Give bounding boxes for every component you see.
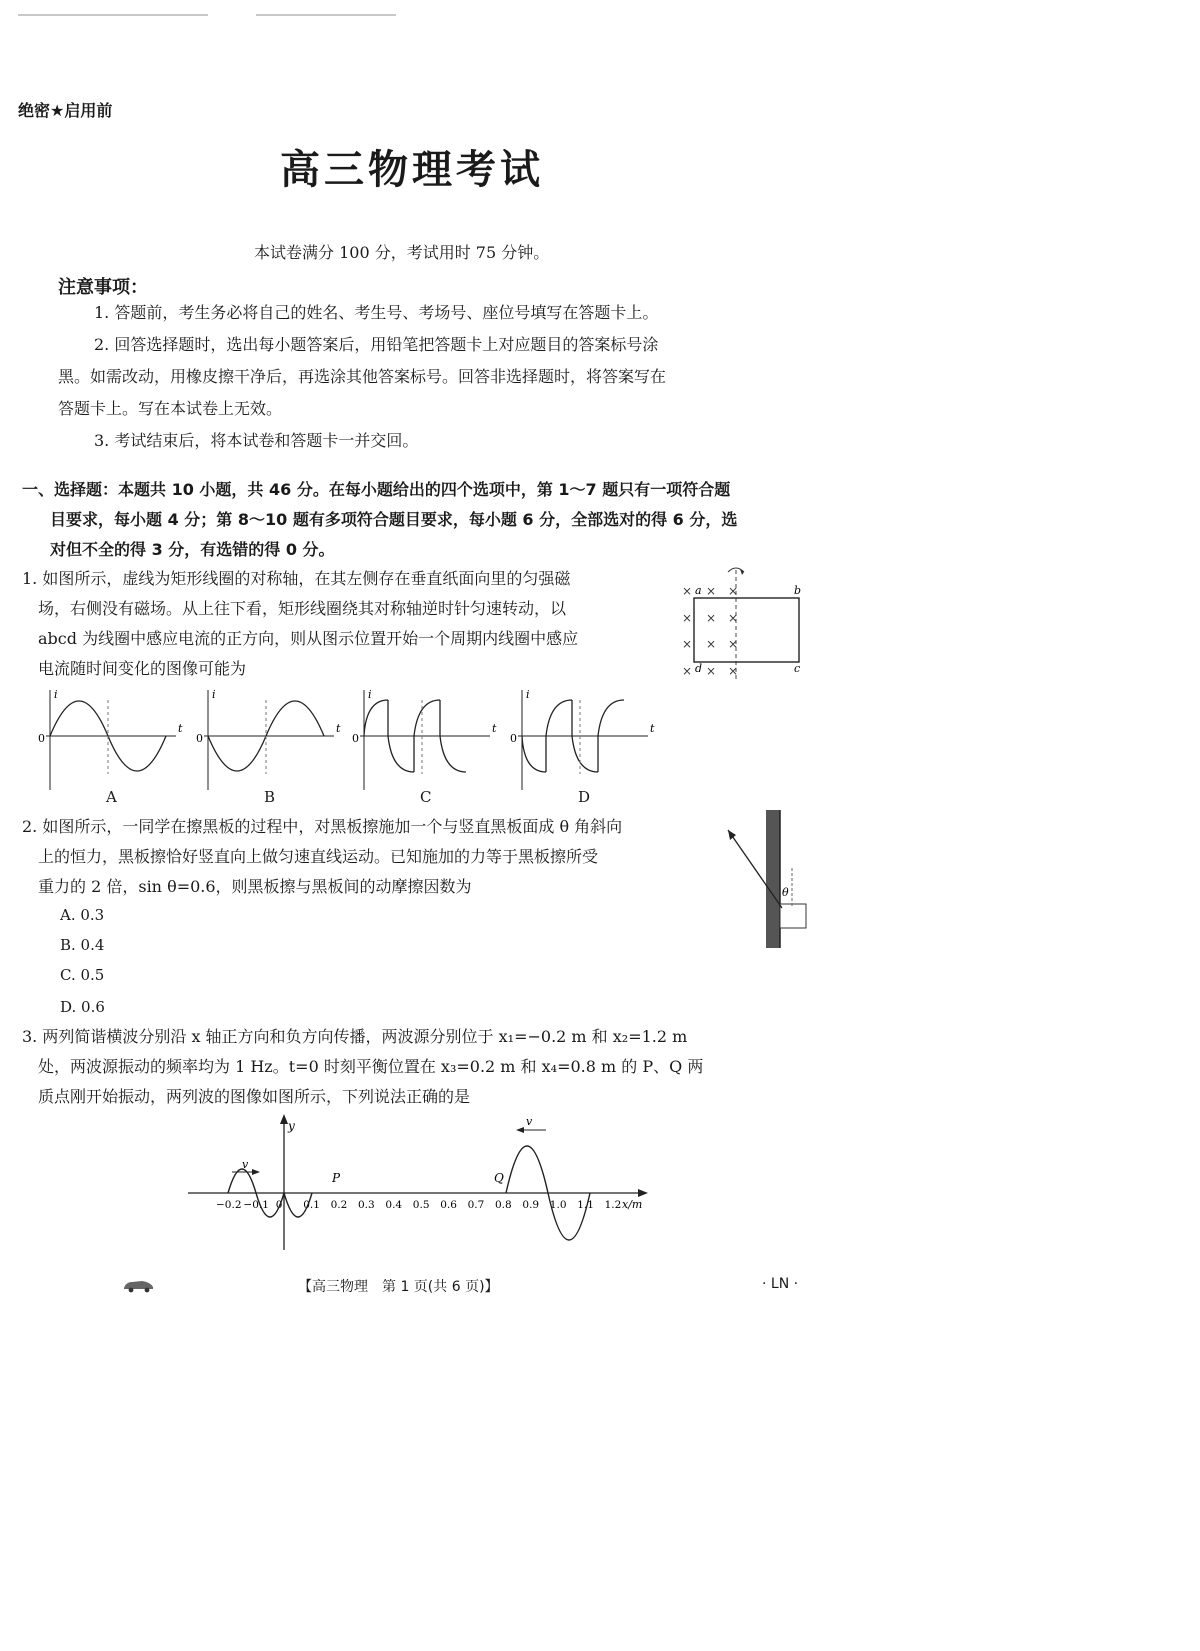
question-2-text: 上的恒力，黑板擦恰好竖直向上做匀速直线运动。已知施加的力等于黑板擦所受 [38, 847, 599, 866]
x-tick-label: 0.4 [385, 1199, 403, 1211]
page-title: 高三物理考试 [280, 147, 544, 193]
x-tick-label: 0.2 [330, 1199, 348, 1211]
notice-heading: 注意事项： [58, 277, 148, 298]
coil-magnetic-field-figure [676, 560, 816, 685]
section-heading: 一、选择题：本题共 10 小题，共 46 分。在每小题给出的四个选项中，第 1～7 题只有一项符合题 [22, 480, 731, 499]
option-c: C. 0.5 [60, 966, 105, 984]
right-velocity-label: v [526, 1115, 533, 1128]
graph-choice-label: C [420, 788, 432, 806]
confidential-mark: 绝密★启用前 [18, 101, 113, 120]
question-1-text: 场，右侧没有磁场。从上往下看，矩形线圈绕其对称轴逆时针匀速转动，以 [38, 599, 567, 618]
coil-label-a: a [695, 584, 702, 597]
svg-text:×: × [728, 637, 739, 651]
origin-label: 0 [196, 732, 203, 745]
t-axis-label: t [492, 722, 497, 735]
i-axis-label: i [54, 688, 58, 701]
exam-info: 本试卷满分 100 分，考试用时 75 分钟。 [254, 243, 550, 262]
svg-text:×: × [706, 664, 717, 678]
svg-text:×: × [706, 584, 717, 598]
x-tick-label: −0.2 [216, 1199, 242, 1211]
section-heading: 目要求，每小题 4 分；第 8～10 题有多项符合题目要求，每小题 6 分，全部选对的得 6 分，选 [50, 510, 738, 529]
notice-line: 答题卡上。写在本试卷上无效。 [58, 399, 283, 418]
x-tick-label: 0.7 [467, 1199, 485, 1211]
question-1-text: 1. 如图所示，虚线为矩形线圈的对称轴，在其左侧存在垂直纸面向里的匀强磁 [22, 569, 571, 588]
x-axis-arrowhead-icon [638, 1189, 648, 1197]
x-tick-label: 0.9 [522, 1199, 540, 1211]
current-graph-a [38, 686, 188, 798]
notice-line: 1. 答题前，考生务必将自己的姓名、考生号、考场号、座位号填写在答题卡上。 [94, 303, 659, 322]
svg-text:×: × [706, 637, 717, 651]
footer-code: · LN · [762, 1276, 799, 1292]
svg-text:×: × [682, 611, 693, 625]
force-arrowhead-icon [728, 830, 736, 840]
question-1-text: abcd 为线圈中感应电流的正方向，则从图示位置开始一个周期内线圈中感应 [38, 629, 579, 648]
left-wave-tail [284, 1193, 312, 1217]
origin-label: 0 [352, 732, 359, 745]
x-tick-label: 0.5 [412, 1199, 430, 1211]
x-tick-label: 0.3 [358, 1199, 375, 1211]
right-velocity-arrowhead-icon [516, 1127, 524, 1133]
question-2-text: 2. 如图所示，一同学在擦黑板的过程中，对黑板擦施加一个与竖直黑板面成 θ 角斜向 [22, 817, 623, 836]
t-axis-label: t [178, 722, 183, 735]
x-tick-label: 1.0 [549, 1199, 567, 1211]
t-axis-label: t [336, 722, 341, 735]
notice-line: 3. 考试结束后，将本试卷和答题卡一并交回。 [94, 431, 419, 450]
blackboard-wall [766, 810, 780, 948]
left-velocity-arrowhead-icon [252, 1169, 260, 1175]
x-tick-label: 0.6 [440, 1199, 457, 1211]
i-axis-label: i [526, 688, 530, 701]
question-1-text: 电流随时间变化的图像可能为 [38, 659, 247, 678]
x-tick-label: 0 [275, 1199, 283, 1211]
svg-text:×: × [682, 584, 693, 598]
graph-choice-label: D [578, 788, 591, 806]
current-graph-b [196, 686, 346, 798]
page-footer: 【高三物理 第 1 页(共 6 页)】 [298, 1279, 499, 1295]
i-axis-label: i [212, 688, 216, 701]
x-axis-unit-label: x/m [622, 1198, 643, 1211]
blackboard-eraser-figure [720, 808, 815, 953]
rectangular-coil [694, 598, 799, 662]
x-tick-label: −0.1 [243, 1199, 269, 1211]
left-velocity-label: v [242, 1158, 249, 1171]
svg-text:×: × [682, 664, 693, 678]
wave-figure [180, 1110, 660, 1260]
question-3-text: 质点刚开始振动，两列波的图像如图所示，下列说法正确的是 [38, 1087, 471, 1106]
svg-text:×: × [728, 584, 739, 598]
angle-theta-label: θ [782, 886, 789, 899]
notice-line: 2. 回答选择题时，选出每小题答案后，用铅笔把答题卡上对应题目的答案标号涂 [94, 335, 659, 354]
graph-choice-label: A [106, 788, 117, 806]
point-p-label: P [332, 1171, 341, 1185]
x-tick-label: 1.2 [604, 1199, 622, 1211]
car-logo-icon [122, 1277, 156, 1293]
svg-text:×: × [728, 664, 739, 678]
svg-text:×: × [728, 611, 739, 625]
y-axis-arrowhead-icon [280, 1114, 288, 1124]
svg-text:×: × [682, 637, 693, 651]
current-graph-c [352, 686, 502, 798]
svg-text:×: × [706, 611, 717, 625]
coil-label-c: c [794, 662, 801, 675]
origin-label: 0 [38, 732, 45, 745]
i-axis-label: i [368, 688, 372, 701]
x-tick-labels [216, 1199, 621, 1211]
eraser-block [780, 904, 806, 928]
scan-artifact-line [256, 14, 396, 16]
question-3-text: 处，两波源振动的频率均为 1 Hz。t=0 时刻平衡位置在 x₃=0.2 m 和 x₄=0.8 m 的 P、Q 两 [38, 1057, 704, 1076]
x-tick-label: 0.8 [495, 1199, 512, 1211]
option-b: B. 0.4 [60, 936, 105, 954]
scan-artifact-line [18, 14, 208, 16]
notice-line: 黑。如需改动，用橡皮擦干净后，再选涂其他答案标号。回答非选择题时，将答案写在 [58, 367, 667, 386]
option-a: A. 0.3 [60, 906, 105, 924]
x-tick-label: 1.1 [577, 1199, 594, 1211]
t-axis-label: t [650, 722, 655, 735]
graph-choice-label: B [264, 788, 276, 806]
x-tick-label: 0.1 [303, 1199, 320, 1211]
point-q-label: Q [494, 1171, 504, 1185]
question-2-text: 重力的 2 倍，sin θ=0.6，则黑板擦与黑板间的动摩擦因数为 [38, 877, 472, 896]
section-heading: 对但不全的得 3 分，有选错的得 0 分。 [50, 540, 335, 559]
option-d: D. 0.6 [60, 998, 105, 1016]
coil-label-b: b [794, 584, 802, 597]
question-3-text: 3. 两列简谐横波分别沿 x 轴正方向和负方向传播，两波源分别位于 x₁=−0.2 m 和 x₂=1.2 m [22, 1027, 688, 1046]
coil-label-d: d [695, 662, 703, 675]
origin-label: 0 [510, 732, 517, 745]
y-axis-label: y [288, 1119, 295, 1133]
current-graph-d [510, 686, 660, 798]
